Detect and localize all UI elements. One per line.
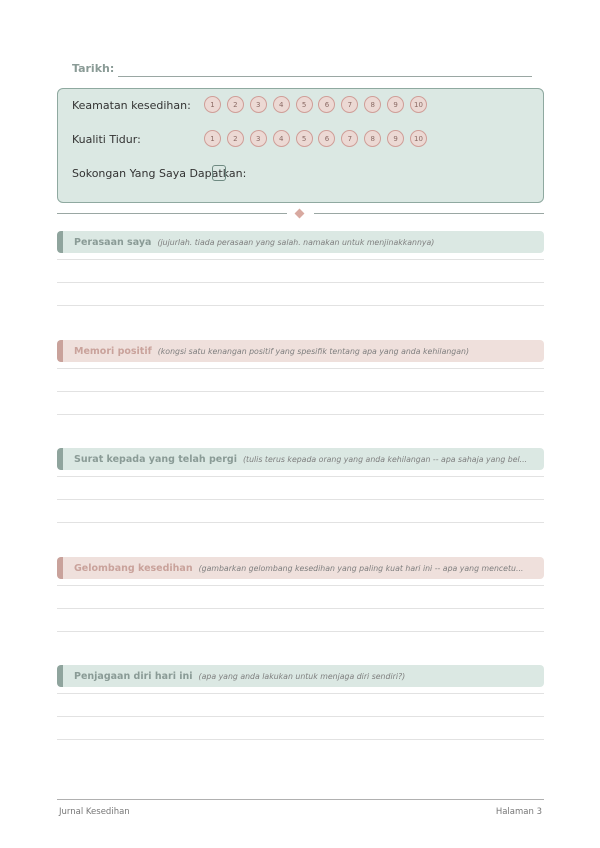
sleep-rating-4[interactable]: 4 <box>273 130 290 147</box>
sadness-rating-6[interactable]: 6 <box>318 96 335 113</box>
writing-line[interactable] <box>57 282 544 283</box>
section-letter <box>57 448 544 470</box>
writing-line[interactable] <box>57 391 544 392</box>
writing-line[interactable] <box>57 693 544 694</box>
section-title: Perasaan saya <box>74 236 152 248</box>
footer-divider <box>57 799 544 800</box>
section-self-care <box>57 665 544 687</box>
section-positive-memory <box>57 340 544 362</box>
section-accent-bar <box>57 448 63 470</box>
support-label: Sokongan Yang Saya Dapatkan: <box>72 167 247 180</box>
section-accent-bar <box>57 231 63 253</box>
section-title: Surat kepada yang telah pergi <box>74 453 237 465</box>
sadness-rating-7[interactable]: 7 <box>341 96 358 113</box>
date-label: Tarikh: <box>72 62 115 75</box>
sadness-rating-2[interactable]: 2 <box>227 96 244 113</box>
sadness-rating-8[interactable]: 8 <box>364 96 381 113</box>
writing-line[interactable] <box>57 522 544 523</box>
sleep-quality-label: Kualiti Tidur: <box>72 133 141 146</box>
section-accent-bar <box>57 340 63 362</box>
sleep-rating-9[interactable]: 9 <box>387 130 404 147</box>
section-grief-wave <box>57 557 544 579</box>
section-hint: (tulis terus kepada orang yang anda kehilangan -- apa sahaja yang bel... <box>242 454 528 464</box>
sleep-rating-5[interactable]: 5 <box>296 130 313 147</box>
sleep-rating-1[interactable]: 1 <box>204 130 221 147</box>
section-accent-bar <box>57 557 63 579</box>
diamond-icon <box>295 209 305 219</box>
sleep-scale <box>204 130 433 147</box>
footer-page-number: Halaman 3 <box>495 807 542 817</box>
sleep-rating-8[interactable]: 8 <box>364 130 381 147</box>
section-hint: (gambarkan gelombang kesedihan yang paling kuat hari ini -- apa yang mencetu... <box>198 563 524 573</box>
section-header <box>57 340 544 362</box>
date-row <box>72 62 532 80</box>
date-input-line[interactable] <box>118 76 532 77</box>
section-title: Memori positif <box>74 345 152 357</box>
writing-line[interactable] <box>57 631 544 632</box>
divider-line-right <box>314 213 544 214</box>
sleep-rating-3[interactable]: 3 <box>250 130 267 147</box>
divider-line-left <box>57 213 287 214</box>
writing-line[interactable] <box>57 476 544 477</box>
writing-line[interactable] <box>57 259 544 260</box>
sadness-scale <box>204 96 433 113</box>
sadness-intensity-label: Keamatan kesedihan: <box>72 99 191 112</box>
sadness-rating-4[interactable]: 4 <box>273 96 290 113</box>
sleep-rating-2[interactable]: 2 <box>227 130 244 147</box>
writing-line[interactable] <box>57 499 544 500</box>
writing-line[interactable] <box>57 608 544 609</box>
section-feelings <box>57 231 544 253</box>
sadness-rating-9[interactable]: 9 <box>387 96 404 113</box>
section-hint: (jujurlah. tiada perasaan yang salah. namakan untuk menjinakkannya) <box>157 237 435 247</box>
section-hint: (apa yang anda lakukan untuk menjaga diri sendiri?) <box>198 671 406 681</box>
writing-line[interactable] <box>57 739 544 740</box>
writing-line[interactable] <box>57 368 544 369</box>
sleep-rating-7[interactable]: 7 <box>341 130 358 147</box>
sadness-rating-1[interactable]: 1 <box>204 96 221 113</box>
section-header <box>57 231 544 253</box>
section-header <box>57 665 544 687</box>
section-title: Gelombang kesedihan <box>74 562 193 574</box>
sleep-rating-10[interactable]: 10 <box>410 130 427 147</box>
sleep-rating-6[interactable]: 6 <box>318 130 335 147</box>
sadness-rating-5[interactable]: 5 <box>296 96 313 113</box>
writing-line[interactable] <box>57 716 544 717</box>
section-accent-bar <box>57 665 63 687</box>
section-header <box>57 448 544 470</box>
section-header <box>57 557 544 579</box>
ornament-divider <box>57 210 544 218</box>
writing-line[interactable] <box>57 585 544 586</box>
writing-line[interactable] <box>57 414 544 415</box>
support-input-cursor[interactable] <box>212 165 226 181</box>
writing-line[interactable] <box>57 305 544 306</box>
sadness-rating-3[interactable]: 3 <box>250 96 267 113</box>
section-title: Penjagaan diri hari ini <box>74 670 193 682</box>
sadness-rating-10[interactable]: 10 <box>410 96 427 113</box>
metrics-box <box>57 88 544 203</box>
section-hint: (kongsi satu kenangan positif yang spesifik tentang apa yang anda kehilangan) <box>157 346 470 356</box>
footer-journal-title: Jurnal Kesedihan <box>59 807 130 817</box>
